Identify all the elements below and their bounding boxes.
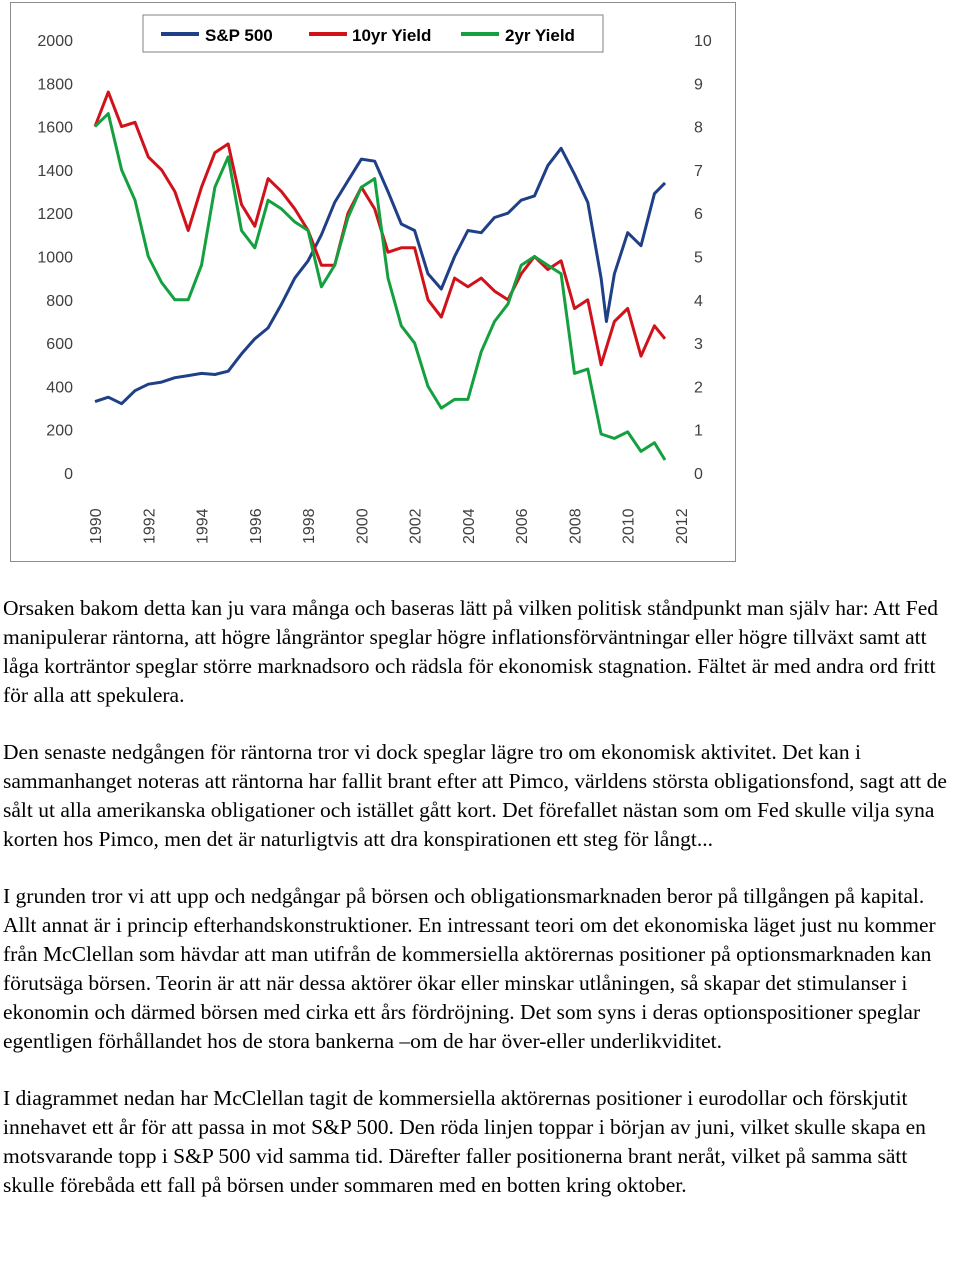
x-tick-label: 2000 xyxy=(354,508,372,544)
legend-label-2yr: 2yr Yield xyxy=(505,26,575,45)
legend-label-sp500: S&P 500 xyxy=(205,26,273,45)
series-line-2yr-yield xyxy=(95,114,665,460)
y-left-tick-label: 1800 xyxy=(37,76,73,94)
y-left-tick-label: 200 xyxy=(46,422,73,440)
legend xyxy=(143,15,603,52)
y-right-tick-label: 5 xyxy=(694,249,703,267)
x-tick-label: 2008 xyxy=(567,508,585,544)
paragraph-3: I grunden tror vi att upp och nedgångar på börsen och obligationsmarknaden beror på tillgången på kapital. Allt annat är i princip efterhandskonstruktioner. En intressant teori om det ekonomiska läget just nu kommer från McClellan som hävdar att man utifrån de kommersiella aktörernas positioner på optionsmarknaden kan förutsäga börsen. Teorin är att när dessa aktörer ökar eller minskar utlåningen, så skapar det stimulanser i ekonomin och därmed börsen med cirka ett års fördröjning. Det som syns i deras optionspositioner speglar egentligen förhållandet hos de stora bankerna –om de har över-eller underlikviditet. xyxy=(3,884,936,1053)
paragraph-4: I diagrammet nedan har McClellan tagit de kommersiella aktörernas positioner i eurodollar och förskjutit innehavet ett år för att passa in mot S&P 500. Den röda linjen toppar i början av juni, vilket skulle skapa en motsvarande topp i S&P 500 vid samma tid. Därefter faller positionerna brant neråt, vilket på samma sätt skulle förebåda ett fall på börsen under sommaren med en botten kring oktober. xyxy=(3,1086,926,1197)
x-tick-label: 2002 xyxy=(407,508,425,544)
line-chart xyxy=(11,3,737,563)
x-tick-label: 1996 xyxy=(247,508,265,544)
y-right-tick-label: 1 xyxy=(694,422,703,440)
y-right-tick-label: 6 xyxy=(694,206,703,224)
y-right-tick-label: 9 xyxy=(694,76,703,94)
y-left-tick-label: 1000 xyxy=(37,249,73,267)
y-left-tick-label: 2000 xyxy=(37,33,73,50)
x-tick-label: 1990 xyxy=(88,508,105,544)
y-right-tick-label: 0 xyxy=(694,466,703,483)
y-right-tick-label: 4 xyxy=(694,292,703,310)
x-tick-label: 2006 xyxy=(514,508,532,544)
plot-area xyxy=(95,92,665,460)
y-left-tick-label: 1400 xyxy=(37,162,73,180)
article-text xyxy=(3,594,955,1200)
y-right-tick-label: 7 xyxy=(694,162,703,180)
y-right-tick-label: 10 xyxy=(694,33,712,50)
x-axis xyxy=(88,508,691,544)
y-axis-left xyxy=(37,33,73,483)
legend-label-10yr: 10yr Yield xyxy=(352,26,432,45)
paragraph-2: Den senaste nedgången för räntorna tror vi dock speglar lägre tro om ekonomisk aktivitet. Det kan i sammanhanget noteras att räntorna har fallit brant efter att Pimco, världens största obligationsfond, sagt att de sålt ut alla amerikanska obligationer och istället gått kort. Det förefallet nästan som om Fed skulle vilja syna korten hos Pimco, men det är naturligtvis att dra konspirationen ett steg för långt... xyxy=(3,740,947,851)
y-right-tick-label: 3 xyxy=(694,336,703,354)
y-left-tick-label: 400 xyxy=(46,379,73,397)
x-tick-label: 1994 xyxy=(194,508,212,544)
y-right-tick-label: 8 xyxy=(694,119,703,137)
chart-frame xyxy=(10,2,736,562)
series-line-sp500 xyxy=(95,148,665,403)
x-tick-label: 2010 xyxy=(620,508,638,544)
x-tick-label: 1992 xyxy=(141,508,159,544)
y-left-tick-label: 800 xyxy=(46,292,73,310)
y-left-tick-label: 600 xyxy=(46,336,73,354)
paragraph-1: Orsaken bakom detta kan ju vara många och baseras lätt på vilken politisk ståndpunkt man själv har: Att Fed manipulerar räntorna, att högre långräntor speglar högre inflationsförväntningar eller högre tillväxt samt att låga korträntor speglar större marknadsoro och rädsla för ekonomisk stagnation. Fältet är med andra ord fritt för alla att spekulera. xyxy=(3,596,939,707)
y-left-tick-label: 1200 xyxy=(37,206,73,224)
y-axis-right xyxy=(694,33,712,483)
x-tick-label: 2012 xyxy=(674,508,691,544)
y-left-tick-label: 0 xyxy=(64,466,73,483)
y-right-tick-label: 2 xyxy=(694,379,703,397)
x-tick-label: 1998 xyxy=(301,508,319,544)
y-left-tick-label: 1600 xyxy=(37,119,73,137)
x-tick-label: 2004 xyxy=(460,508,478,544)
